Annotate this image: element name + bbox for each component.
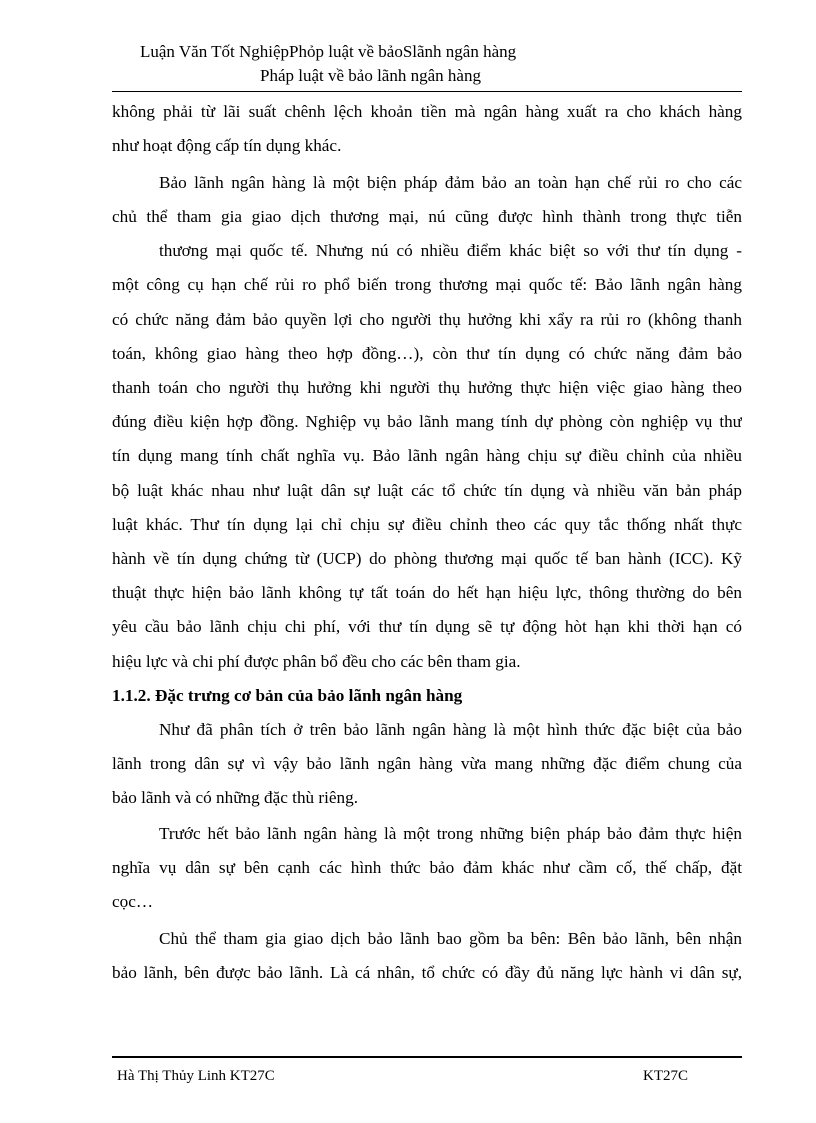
body-line: hiệu lực và chi phí được phân bổ đều cho các bên tham gia.: [112, 652, 521, 671]
header-title-line-2: Pháp luật về bảo lãnh ngân hàng: [260, 66, 481, 85]
body-line: không phải từ lãi suất chênh lệch khoản tiền mà ngân hàng xuất ra cho khách hàng: [112, 102, 742, 121]
body-line: lãnh trong dân sự vì vậy bảo lãnh ngân hàng vừa mang những đặc điểm chung của: [112, 754, 742, 773]
header-rule: [112, 91, 742, 92]
body-line: bộ luật khác nhau như luật dân sự luật các tổ chức tín dụng và nhiều văn bản pháp: [112, 481, 742, 500]
footer-class-code: KT27C: [643, 1068, 688, 1084]
body-line: thanh toán cho người thụ hưởng khi người thụ hưởng thực hiện việc giao hàng theo: [112, 378, 742, 397]
body-line: thương mại quốc tế. Nhưng nú có nhiều điểm khác biệt so với thư tín dụng -: [159, 241, 742, 260]
body-line: chủ thể tham gia giao dịch thương mại, nú cũng được hình thành trong thực tiễn: [112, 207, 742, 226]
body-line: Chủ thể tham gia giao dịch bảo lãnh bao gồm ba bên: Bên bảo lãnh, bên nhận: [159, 929, 742, 948]
body-line: luật khác. Thư tín dụng lại chỉ chịu sự điều chỉnh theo các quy tắc thống nhất thực: [112, 515, 742, 534]
body-line: Trước hết bảo lãnh ngân hàng là một trong những biện pháp bảo đảm thực hiện: [159, 824, 742, 843]
section-heading: 1.1.2. Đặc trưng cơ bản của bảo lãnh ngân hàng: [112, 686, 463, 705]
body-line: như hoạt động cấp tín dụng khác.: [112, 136, 342, 155]
body-line: bảo lãnh, bên được bảo lãnh. Là cá nhân, tổ chức có đầy đủ năng lực hành vi dân sự,: [112, 963, 742, 982]
footer-rule: [112, 1056, 742, 1058]
body-line: nghĩa vụ dân sự bên cạnh các hình thức bảo đảm khác như cầm cố, thế chấp, đặt: [112, 858, 742, 877]
body-line: Bảo lãnh ngân hàng là một biện pháp đảm bảo an toàn hạn chế rủi ro cho các: [159, 173, 742, 192]
body-line: có chức năng đảm bảo quyền lợi cho người thụ hưởng khi xẩy ra rủi ro (không thanh: [112, 310, 742, 329]
body-line: một công cụ hạn chế rủi ro phổ biến trong thương mại quốc tế: Bảo lãnh ngân hàng: [112, 275, 742, 294]
body-line: cọc…: [112, 892, 154, 911]
body-line: đúng điều kiện hợp đồng. Nghiệp vụ bảo lãnh mang tính dự phòng còn nghiệp vụ thư: [112, 412, 742, 431]
body-line: hành về tín dụng chứng từ (UCP) do phòng thương mại quốc tế ban hành (ICC). Kỹ: [112, 549, 742, 568]
footer-author: Hà Thị Thủy Linh KT27C: [117, 1068, 275, 1084]
body-line: Như đã phân tích ở trên bảo lãnh ngân hàng là một hình thức đặc biệt của bảo: [159, 720, 742, 739]
body-line: thuật thực hiện bảo lãnh không tự tất toán do hết hạn hiệu lực, thông thường do bên: [112, 583, 742, 602]
body-line: yêu cầu bảo lãnh chịu chi phí, với thư tín dụng sẽ tự động hòt hạn khi thời hạn có: [112, 617, 742, 636]
body-line: toán, không giao hàng theo hợp đồng…), còn thư tín dụng có chức năng đảm bảo: [112, 344, 742, 363]
body-line: bảo lãnh và có những đặc thù riêng.: [112, 788, 359, 807]
header-title-line-1: Luận Văn Tốt NghiệpPhỏp luật về bảoSlãnh ngân hàng: [140, 42, 517, 61]
body-line: tín dụng mang tính chất nghĩa vụ. Bảo lãnh ngân hàng chịu sự điều chỉnh của nhiều: [112, 446, 742, 465]
